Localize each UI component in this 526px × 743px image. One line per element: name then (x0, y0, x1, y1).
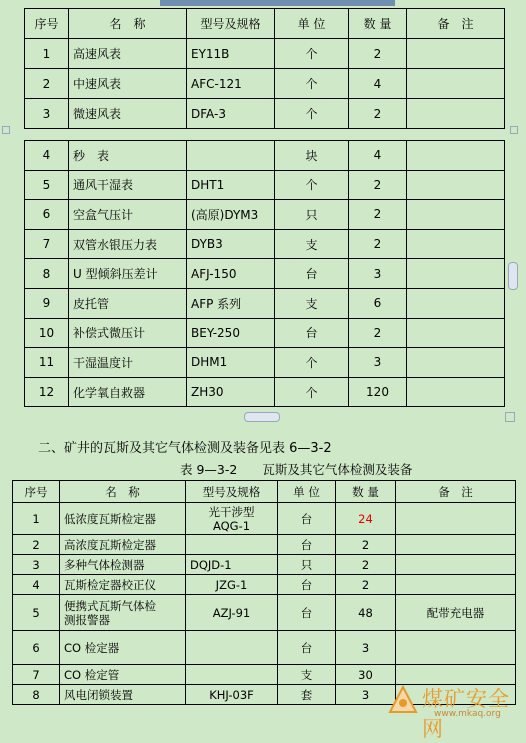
table-row (13, 595, 516, 631)
cell-remark (407, 348, 505, 378)
cell-remark (407, 39, 505, 69)
table-row (25, 259, 505, 289)
cell-model: DQJD-1 (186, 555, 278, 575)
cell-name: 秒 表 (69, 141, 187, 171)
table1-header (25, 9, 505, 39)
cell-seq: 4 (25, 141, 69, 171)
cell-seq: 2 (25, 69, 69, 99)
cell-model: (高原)DYM3 (187, 200, 275, 230)
cell-name: 多种气体检测器 (60, 555, 186, 575)
cell-qty: 2 (349, 39, 407, 69)
cell-unit: 个 (275, 39, 349, 69)
cell-qty: 48 (336, 595, 396, 631)
cell-qty: 2 (336, 555, 396, 575)
cell-unit: 支 (275, 288, 349, 318)
cell-name: 高速风表 (69, 39, 187, 69)
col-qty: 数 量 (336, 481, 396, 503)
cell-unit: 台 (278, 595, 336, 631)
cell-qty: 2 (336, 535, 396, 555)
cell-model: BEY-250 (187, 318, 275, 348)
cell-model: JZG-1 (186, 575, 278, 595)
table-row (25, 288, 505, 318)
cell-seq: 2 (13, 535, 60, 555)
table-row (13, 575, 516, 595)
cell-remark (407, 229, 505, 259)
page-scroll-handle[interactable] (508, 262, 518, 290)
margin-marker-right (510, 126, 518, 134)
cell-qty: 4 (349, 69, 407, 99)
cell-remark (407, 99, 505, 129)
table3-caption: 表 9—3-2 瓦斯及其它气体检测及装备 (180, 462, 413, 477)
table-row (25, 229, 505, 259)
col-model: 型号及规格 (186, 481, 278, 503)
cell-model: AFP 系列 (187, 288, 275, 318)
col-qty: 数 量 (349, 9, 407, 39)
cell-model: DHM1 (187, 348, 275, 378)
section-heading: 二、矿井的瓦斯及其它气体检测及装备见表 6—3-2 (38, 441, 332, 456)
col-remark: 备 注 (407, 9, 505, 39)
gas-detection-table (12, 480, 516, 705)
cell-remark (396, 535, 516, 555)
cell-seq: 5 (25, 170, 69, 200)
cell-model: AFC-121 (187, 69, 275, 99)
cell-unit: 台 (278, 503, 336, 535)
cell-seq: 3 (25, 99, 69, 129)
cell-name: 低浓度瓦斯检定器 (60, 503, 186, 535)
cell-name: 中速风表 (69, 69, 187, 99)
cell-unit: 支 (275, 229, 349, 259)
col-unit: 单 位 (278, 481, 336, 503)
margin-marker-left (2, 126, 10, 134)
instrument-table-1 (24, 8, 505, 129)
cell-remark (396, 631, 516, 665)
cell-seq: 6 (25, 200, 69, 230)
cell-model (187, 141, 275, 171)
cell-seq: 12 (25, 377, 69, 407)
cell-qty: 120 (349, 377, 407, 407)
cell-remark (407, 69, 505, 99)
cell-unit: 台 (275, 259, 349, 289)
mine-logo-icon (388, 685, 418, 715)
cell-qty: 2 (349, 200, 407, 230)
cell-unit: 只 (278, 555, 336, 575)
cell-model: AFJ-150 (187, 259, 275, 289)
cell-seq: 1 (13, 503, 60, 535)
cell-seq: 1 (25, 39, 69, 69)
cell-qty: 2 (349, 229, 407, 259)
cell-seq: 6 (13, 631, 60, 665)
table-row (25, 200, 505, 230)
top-band (0, 0, 526, 8)
cell-seq: 9 (25, 288, 69, 318)
cell-unit: 块 (275, 141, 349, 171)
cell-seq: 4 (13, 575, 60, 595)
cell-model: DHT1 (187, 170, 275, 200)
table-row (13, 503, 516, 535)
cell-remark (396, 555, 516, 575)
cell-name: 皮托管 (69, 288, 187, 318)
cell-name: 补偿式微压计 (69, 318, 187, 348)
cell-seq: 7 (25, 229, 69, 259)
cell-model: AZJ-91 (186, 595, 278, 631)
cell-unit: 个 (275, 69, 349, 99)
watermark-url: www.mkaq.org (434, 709, 501, 719)
table-row (25, 318, 505, 348)
col-unit: 单 位 (275, 9, 349, 39)
cell-model: 光干涉型 AQG-1 (186, 503, 278, 535)
table-row (13, 555, 516, 575)
cell-qty: 24 (336, 503, 396, 535)
table-row (25, 99, 505, 129)
cell-unit: 台 (278, 575, 336, 595)
cell-remark (407, 288, 505, 318)
cell-name: 双管水银压力表 (69, 229, 187, 259)
table-row (25, 69, 505, 99)
cell-unit: 个 (275, 99, 349, 129)
cell-remark (407, 377, 505, 407)
cell-seq: 8 (13, 685, 60, 705)
table3-header (13, 481, 516, 503)
cell-remark (407, 200, 505, 230)
cell-name: 高浓度瓦斯检定器 (60, 535, 186, 555)
instrument-table-2 (24, 140, 505, 407)
cell-qty: 3 (349, 348, 407, 378)
table-resize-handle[interactable] (244, 412, 280, 422)
cell-model (186, 535, 278, 555)
col-model: 型号及规格 (187, 9, 275, 39)
cell-name: CO 检定管 (60, 665, 186, 685)
table2-body (25, 141, 505, 407)
table-row (13, 535, 516, 555)
cell-remark: 配带充电器 (396, 595, 516, 631)
cell-model: EY11B (187, 39, 275, 69)
cell-unit: 支 (278, 665, 336, 685)
table1-body (25, 39, 505, 129)
cell-remark (407, 170, 505, 200)
cell-model (186, 631, 278, 665)
table-row (25, 170, 505, 200)
table3-body (13, 503, 516, 705)
cell-model: DFA-3 (187, 99, 275, 129)
header-band (160, 0, 395, 6)
cell-name: CO 检定器 (60, 631, 186, 665)
cell-model: DYB3 (187, 229, 275, 259)
cell-unit: 个 (275, 348, 349, 378)
cell-seq: 10 (25, 318, 69, 348)
cell-unit: 台 (278, 631, 336, 665)
cell-unit: 台 (275, 318, 349, 348)
col-seq: 序号 (25, 9, 69, 39)
cell-name: 便携式瓦斯气体检 测报警器 (60, 595, 186, 631)
cell-unit: 台 (278, 535, 336, 555)
cell-remark (396, 575, 516, 595)
col-remark: 备 注 (396, 481, 516, 503)
cell-remark (396, 503, 516, 535)
table-row (25, 377, 505, 407)
cell-qty: 2 (349, 318, 407, 348)
cell-model (186, 665, 278, 685)
table-row (13, 631, 516, 665)
watermark-text: 煤矿安全网 (422, 687, 510, 741)
cell-qty: 30 (336, 665, 396, 685)
cell-qty: 2 (349, 170, 407, 200)
cell-seq: 8 (25, 259, 69, 289)
cell-qty: 4 (349, 141, 407, 171)
cell-unit: 只 (275, 200, 349, 230)
cell-seq: 7 (13, 665, 60, 685)
cell-qty: 2 (349, 99, 407, 129)
table-row (25, 141, 505, 171)
cell-unit: 个 (275, 377, 349, 407)
cell-qty: 2 (336, 575, 396, 595)
cell-model: KHJ-03F (186, 685, 278, 705)
col-name: 名 称 (60, 481, 186, 503)
cell-remark (407, 141, 505, 171)
cell-seq: 11 (25, 348, 69, 378)
cell-name: 化学氧自救器 (69, 377, 187, 407)
cell-unit: 个 (275, 170, 349, 200)
cell-name: 空盒气压计 (69, 200, 187, 230)
cell-name: 风电闭锁装置 (60, 685, 186, 705)
table-corner-handle[interactable] (505, 412, 515, 422)
cell-name: 瓦斯检定器校正仪 (60, 575, 186, 595)
cell-remark (407, 259, 505, 289)
cell-qty: 3 (336, 685, 396, 705)
cell-name: 微速风表 (69, 99, 187, 129)
cell-remark (407, 318, 505, 348)
cell-seq: 3 (13, 555, 60, 575)
cell-qty: 3 (336, 631, 396, 665)
cell-name: 通风干湿表 (69, 170, 187, 200)
cell-qty: 6 (349, 288, 407, 318)
cell-model: ZH30 (187, 377, 275, 407)
cell-name: 干湿温度计 (69, 348, 187, 378)
cell-seq: 5 (13, 595, 60, 631)
cell-unit: 套 (278, 685, 336, 705)
table-row (25, 39, 505, 69)
site-watermark (386, 681, 522, 741)
cell-name: U 型倾斜压差计 (69, 259, 187, 289)
col-seq: 序号 (13, 481, 60, 503)
cell-qty: 3 (349, 259, 407, 289)
col-name: 名 称 (69, 9, 187, 39)
table-row (25, 348, 505, 378)
